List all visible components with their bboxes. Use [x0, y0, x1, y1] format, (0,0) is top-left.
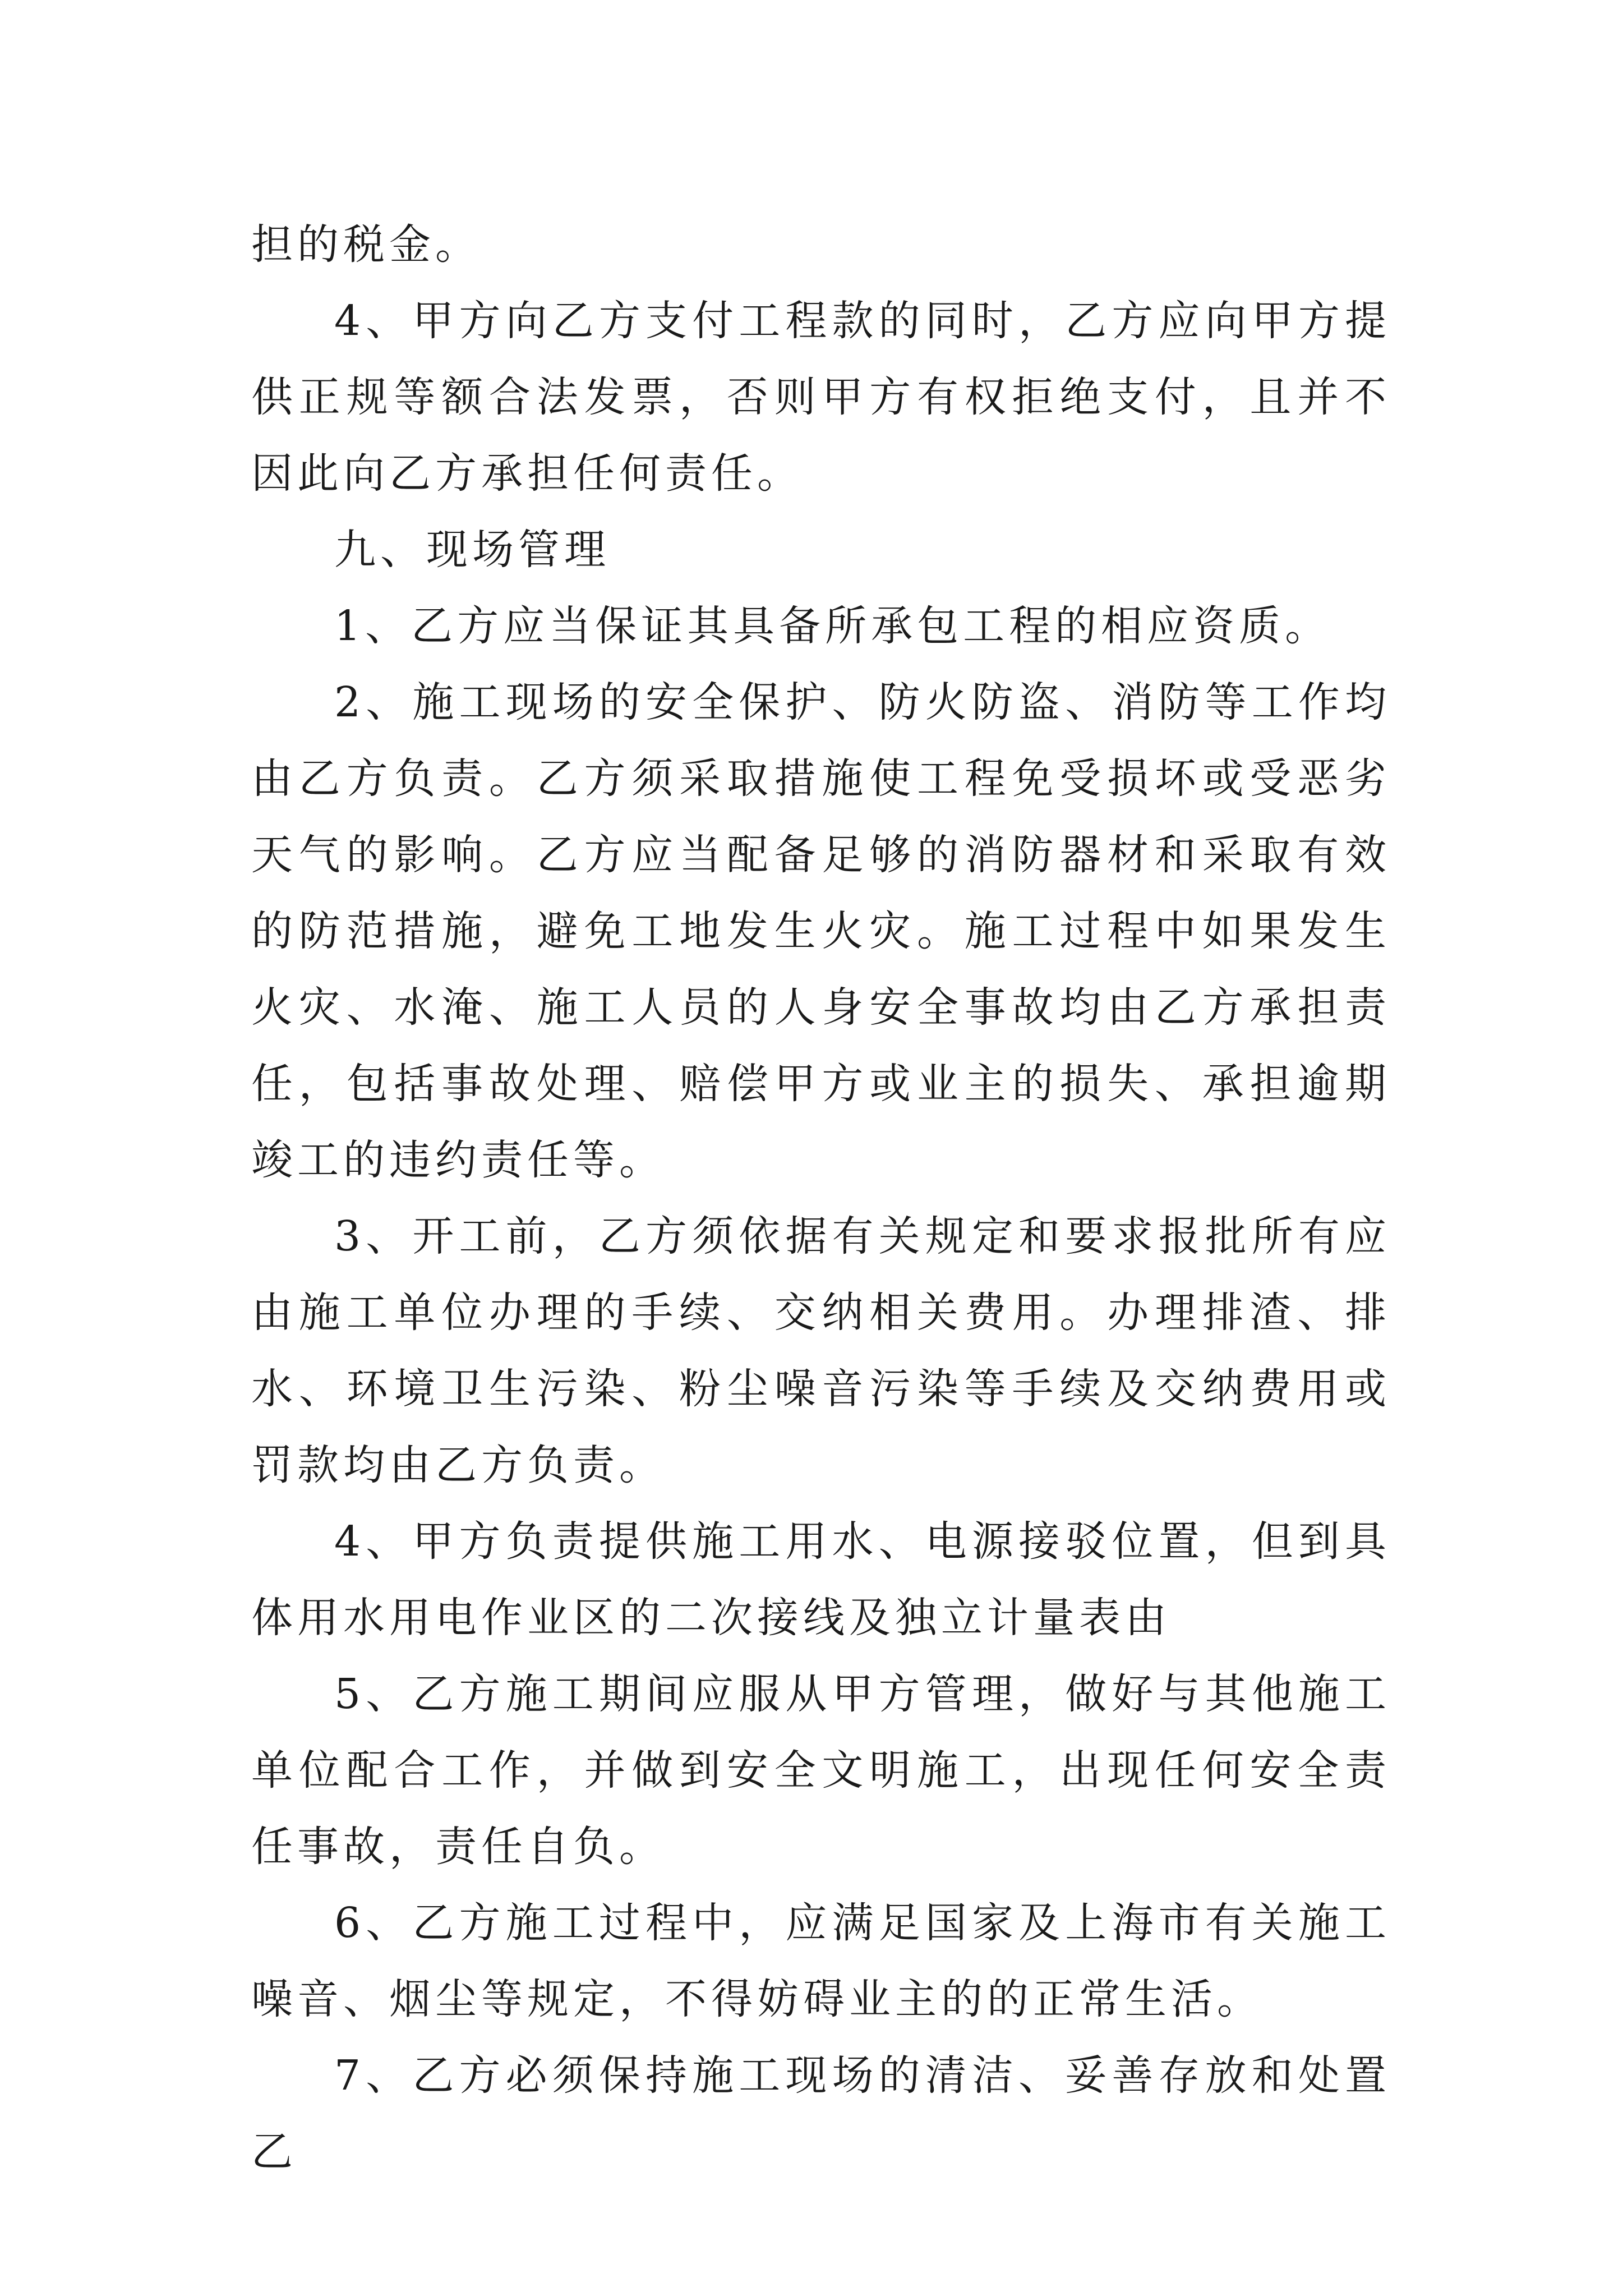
document-body	[251, 206, 1391, 2190]
paragraph-permits-clause: 3、开工前，乙方须依据有关规定和要求报批所有应由施工单位办理的手续、交纳相关费用。办理排渣、排水、环境卫生污染、粉尘噪音污染等手续及交纳费用或罚款均由乙方负责。	[251, 1212, 1391, 1489]
paragraph-invoice-clause: 4、甲方向乙方支付工程款的同时，乙方应向甲方提供正规等额合法发票，否则甲方有权拒绝支付，且并不因此向乙方承担任何责任。	[251, 297, 1391, 498]
paragraph-noise-clause: 6、乙方施工过程中，应满足国家及上海市有关施工噪音、烟尘等规定，不得妨碍业主的的正常生活。	[251, 1899, 1391, 2023]
paragraph-utilities-clause: 4、甲方负责提供施工用水、电源接驳位置，但到具体用水用电作业区的二次接线及独立计量表由	[251, 1517, 1391, 1642]
section-heading-site-management: 九、现场管理	[334, 526, 610, 574]
paragraph-tax-continuation: 担的税金。	[251, 220, 481, 269]
paragraph-cleanliness-clause: 7、乙方必须保持施工现场的清洁、妥善存放和处置乙	[251, 2051, 1391, 2176]
paragraph-qualification-clause: 1、乙方应当保证其具备所承包工程的相应资质。	[334, 602, 1331, 650]
paragraph-management-clause: 5、乙方施工期间应服从甲方管理，做好与其他施工单位配合工作，并做到安全文明施工，出现任何安全责任事故，责任自负。	[251, 1670, 1391, 1871]
paragraph-safety-clause: 2、施工现场的安全保护、防火防盗、消防等工作均由乙方负责。乙方须采取措施使工程免受损坏或受恶劣天气的影响。乙方应当配备足够的消防器材和采取有效的防范措施，避免工地发生火灾。施工过程中如果发生火灾、水淹、施工人员的人身安全事故均由乙方承担责任，包括事故处理、赔偿甲方或业主的损失、承担逾期竣工的违约责任等。	[251, 678, 1391, 1184]
